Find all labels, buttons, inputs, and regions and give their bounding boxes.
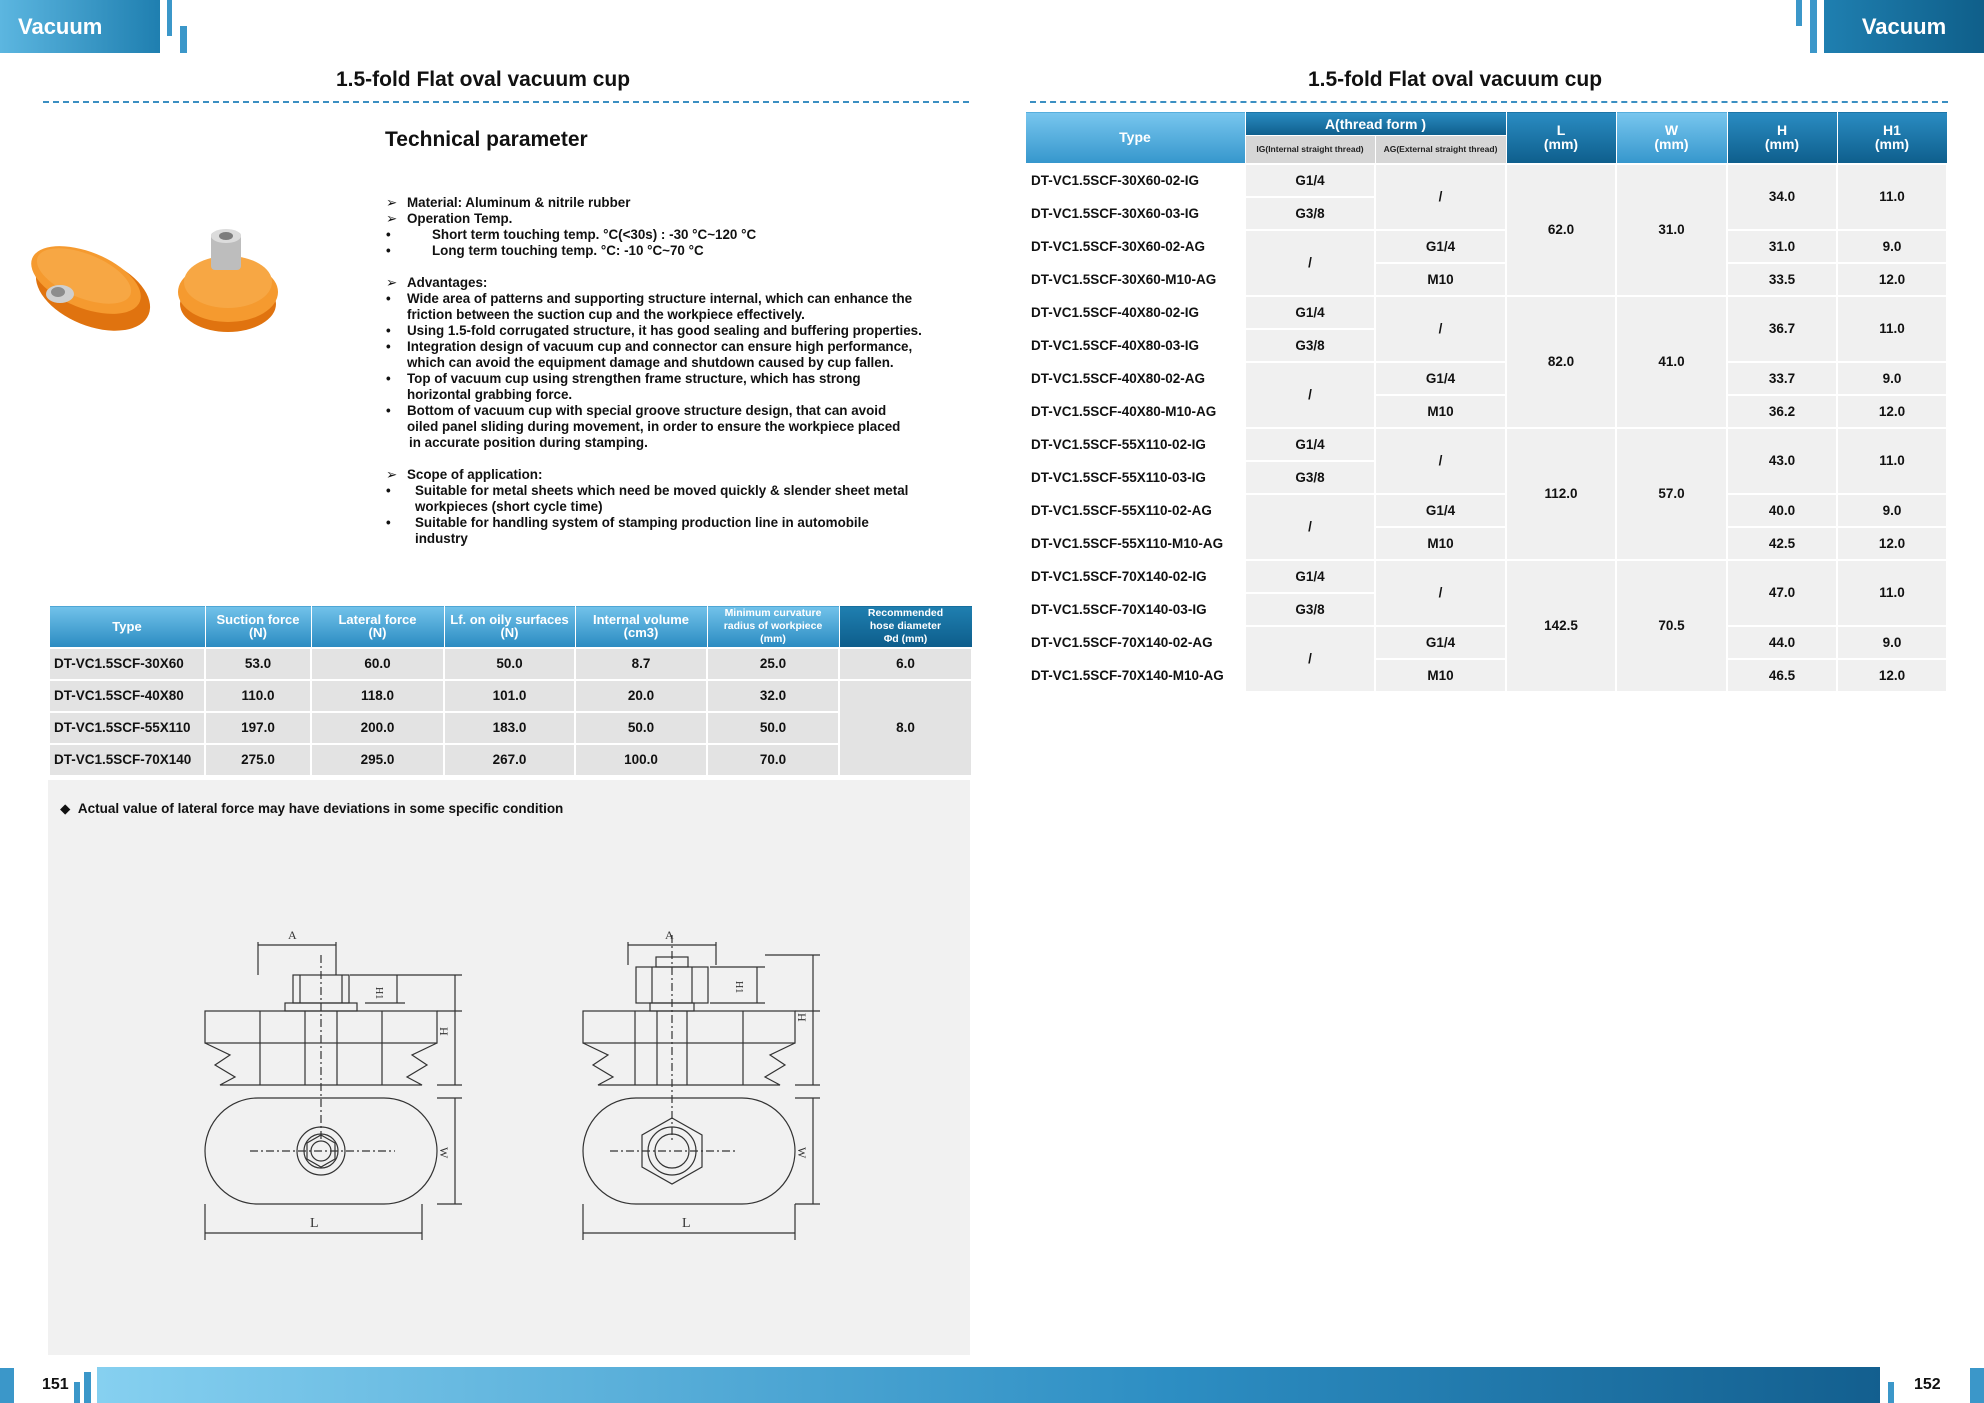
table-row bbox=[49, 744, 972, 776]
cell-type: DT-VC1.5SCF-55X110-02-AG bbox=[1025, 494, 1245, 527]
cell-h: 43.0 bbox=[1727, 428, 1837, 494]
parameter-text: Bottom of vacuum cup with special groove structure design, that can avoid bbox=[407, 403, 887, 418]
bullet-marker: • bbox=[386, 339, 391, 354]
cell-h: 33.7 bbox=[1727, 362, 1837, 395]
bullet-marker: • bbox=[386, 403, 391, 418]
bullet-marker: • bbox=[386, 291, 391, 306]
cell-suction: 110.0 bbox=[205, 680, 311, 712]
footer-accent-bar bbox=[84, 1372, 91, 1403]
cell-h1: 11.0 bbox=[1837, 428, 1947, 494]
vacuum-cup-image bbox=[22, 232, 162, 340]
col-h1: H1 (mm) bbox=[1837, 112, 1947, 164]
cell-ig: G1/4 bbox=[1245, 560, 1375, 593]
parameter-text: in accurate position during stamping. bbox=[409, 435, 648, 450]
page-number-left: 151 bbox=[42, 1376, 69, 1393]
cell-radius: 32.0 bbox=[707, 680, 839, 712]
cell-l: 62.0 bbox=[1506, 164, 1616, 296]
table-row bbox=[49, 712, 972, 744]
cell-type: DT-VC1.5SCF-55X110 bbox=[49, 712, 205, 744]
cell-lateral: 60.0 bbox=[311, 648, 444, 680]
parameter-text: workpieces (short cycle time) bbox=[415, 499, 603, 514]
parameter-text: Suitable for metal sheets which need be moved quickly & slender sheet metal bbox=[415, 483, 909, 498]
parameter-text: friction between the suction cup and the workpiece effectively. bbox=[407, 307, 805, 322]
col-suction-force: Suction force (N) bbox=[205, 606, 311, 648]
cell-type: DT-VC1.5SCF-30X60-02-AG bbox=[1025, 230, 1245, 263]
title-divider-right bbox=[1030, 101, 1948, 103]
table-row bbox=[1025, 659, 1947, 692]
cell-ag: G1/4 bbox=[1375, 230, 1506, 263]
cell-l: 82.0 bbox=[1506, 296, 1616, 428]
cell-oily: 101.0 bbox=[444, 680, 575, 712]
table-row bbox=[1025, 560, 1947, 593]
cell-radius: 25.0 bbox=[707, 648, 839, 680]
cell-h1: 9.0 bbox=[1837, 494, 1947, 527]
cell-h1: 11.0 bbox=[1837, 296, 1947, 362]
col-oily-surface: Lf. on oily surfaces (N) bbox=[444, 606, 575, 648]
drawing-ag-version bbox=[583, 928, 820, 1240]
cell-h1: 12.0 bbox=[1837, 263, 1947, 296]
parameter-text: Scope of application: bbox=[407, 467, 543, 482]
cell-h1: 11.0 bbox=[1837, 560, 1947, 626]
header-accent-bar bbox=[1810, 0, 1817, 53]
dim-label-w: W bbox=[437, 1147, 451, 1159]
parameter-text: Advantages: bbox=[407, 275, 488, 290]
cell-type: DT-VC1.5SCF-30X60 bbox=[49, 648, 205, 680]
cell-ig: G3/8 bbox=[1245, 461, 1375, 494]
cell-type: DT-VC1.5SCF-55X110-M10-AG bbox=[1025, 527, 1245, 560]
cell-h: 44.0 bbox=[1727, 626, 1837, 659]
footer-accent-bar bbox=[0, 1368, 14, 1403]
cell-suction: 53.0 bbox=[205, 648, 311, 680]
page-title-right: 1.5-fold Flat oval vacuum cup bbox=[1307, 68, 1603, 91]
cell-h: 33.5 bbox=[1727, 263, 1837, 296]
cell-type: DT-VC1.5SCF-55X110-03-IG bbox=[1025, 461, 1245, 494]
parameter-text: Wide area of patterns and supporting structure internal, which can enhance the bbox=[407, 291, 913, 306]
cell-suction: 275.0 bbox=[205, 744, 311, 776]
table-row bbox=[1025, 296, 1947, 329]
technical-drawing bbox=[190, 915, 870, 1245]
cell-h1: 12.0 bbox=[1837, 395, 1947, 428]
parameter-text: Material: Aluminum & nitrile rubber bbox=[407, 195, 631, 210]
footer-accent-bar bbox=[74, 1382, 80, 1403]
parameter-text: Long term touching temp. °C: -10 °C~70 °C bbox=[432, 243, 704, 258]
parameter-text: Operation Temp. bbox=[407, 211, 513, 226]
bullet-marker: ➢ bbox=[386, 467, 398, 482]
bullet-marker: ➢ bbox=[386, 275, 398, 290]
col-lateral-force: Lateral force (N) bbox=[311, 606, 444, 648]
table-row bbox=[1025, 263, 1947, 296]
footer-bar bbox=[97, 1367, 1880, 1403]
cell-h1: 9.0 bbox=[1837, 362, 1947, 395]
cell-l: 112.0 bbox=[1506, 428, 1616, 560]
cell-ig: / bbox=[1245, 494, 1375, 560]
parameter-text: industry bbox=[415, 531, 468, 546]
cell-ig: G3/8 bbox=[1245, 197, 1375, 230]
cell-h: 36.2 bbox=[1727, 395, 1837, 428]
cell-volume: 100.0 bbox=[575, 744, 707, 776]
table-row bbox=[1025, 428, 1947, 461]
dim-label-h1: H1 bbox=[373, 987, 384, 1000]
cell-h1: 12.0 bbox=[1837, 527, 1947, 560]
parameter-text: which can avoid the equipment damage and shutdown caused by cup fallen. bbox=[407, 355, 894, 370]
cell-h: 46.5 bbox=[1727, 659, 1837, 692]
cell-oily: 267.0 bbox=[444, 744, 575, 776]
cell-oily: 50.0 bbox=[444, 648, 575, 680]
bullet-marker: • bbox=[386, 483, 391, 498]
cell-h1: 11.0 bbox=[1837, 164, 1947, 230]
cell-ag: / bbox=[1375, 164, 1506, 230]
parameter-text: Using 1.5-fold corrugated structure, it has good sealing and buffering properties. bbox=[407, 323, 922, 338]
cell-type: DT-VC1.5SCF-55X110-02-IG bbox=[1025, 428, 1245, 461]
cell-ig: / bbox=[1245, 626, 1375, 692]
cell-type: DT-VC1.5SCF-70X140-03-IG bbox=[1025, 593, 1245, 626]
drawing-ig-version bbox=[205, 928, 462, 1240]
cell-h1: 12.0 bbox=[1837, 659, 1947, 692]
table-row bbox=[1025, 164, 1947, 197]
cell-oily: 183.0 bbox=[444, 712, 575, 744]
model-spec-table bbox=[1024, 111, 1948, 693]
title-divider-left bbox=[43, 101, 969, 103]
parameter-text: horizontal grabbing force. bbox=[407, 387, 573, 402]
performance-table bbox=[48, 605, 973, 777]
bullet-marker: • bbox=[386, 227, 391, 242]
cell-type: DT-VC1.5SCF-40X80-M10-AG bbox=[1025, 395, 1245, 428]
table-row bbox=[1025, 230, 1947, 263]
bullet-marker: • bbox=[386, 371, 391, 386]
cell-type: DT-VC1.5SCF-70X140-02-IG bbox=[1025, 560, 1245, 593]
tech-parameter-heading: Technical parameter bbox=[385, 128, 588, 151]
cell-volume: 20.0 bbox=[575, 680, 707, 712]
product-photo bbox=[18, 222, 288, 340]
col-internal-volume: Internal volume (cm3) bbox=[575, 606, 707, 648]
cell-ag: M10 bbox=[1375, 395, 1506, 428]
cell-h: 42.5 bbox=[1727, 527, 1837, 560]
cell-volume: 8.7 bbox=[575, 648, 707, 680]
cell-ig: G1/4 bbox=[1245, 296, 1375, 329]
cell-ig: / bbox=[1245, 362, 1375, 428]
cell-type: DT-VC1.5SCF-70X140-02-AG bbox=[1025, 626, 1245, 659]
bullet-marker: • bbox=[386, 515, 391, 530]
table-row bbox=[1025, 362, 1947, 395]
cell-hose: 6.0 bbox=[839, 648, 972, 680]
cell-ig: G3/8 bbox=[1245, 329, 1375, 362]
cell-h: 34.0 bbox=[1727, 164, 1837, 230]
cell-ag: G1/4 bbox=[1375, 626, 1506, 659]
cell-lateral: 200.0 bbox=[311, 712, 444, 744]
cell-w: 70.5 bbox=[1616, 560, 1727, 692]
cell-type: DT-VC1.5SCF-70X140 bbox=[49, 744, 205, 776]
cell-ag: M10 bbox=[1375, 659, 1506, 692]
cell-type: DT-VC1.5SCF-40X80-02-IG bbox=[1025, 296, 1245, 329]
cell-type: DT-VC1.5SCF-40X80-03-IG bbox=[1025, 329, 1245, 362]
section-tag-left: Vacuum cup bbox=[0, 0, 160, 53]
cell-ag: / bbox=[1375, 560, 1506, 626]
parameter-text: Integration design of vacuum cup and connector can ensure high performance, bbox=[407, 339, 913, 354]
table-row bbox=[1025, 494, 1947, 527]
cell-ig: / bbox=[1245, 230, 1375, 296]
dim-label-w: W bbox=[795, 1147, 809, 1159]
parameter-text: Short term touching temp. °C(<30s) : -30 °C~120 °C bbox=[432, 227, 757, 242]
parameter-text: Top of vacuum cup using strengthen frame structure, which has strong bbox=[407, 371, 861, 386]
dim-label-h: H bbox=[795, 1013, 809, 1022]
bullet-marker: ➢ bbox=[386, 211, 398, 226]
dim-label-a: A bbox=[288, 928, 297, 942]
col-type: Type bbox=[1025, 112, 1245, 164]
col-ig: IG(Internal straight thread) bbox=[1245, 136, 1375, 164]
bullet-marker: • bbox=[386, 323, 391, 338]
cell-type: DT-VC1.5SCF-30X60-02-IG bbox=[1025, 164, 1245, 197]
vacuum-cup-image bbox=[178, 229, 278, 332]
col-h: H (mm) bbox=[1727, 112, 1837, 164]
cell-suction: 197.0 bbox=[205, 712, 311, 744]
cell-ag: M10 bbox=[1375, 527, 1506, 560]
cell-type: DT-VC1.5SCF-30X60-M10-AG bbox=[1025, 263, 1245, 296]
col-w: W (mm) bbox=[1616, 112, 1727, 164]
header-accent-bar bbox=[167, 0, 172, 36]
col-l: L (mm) bbox=[1506, 112, 1616, 164]
table-row bbox=[1025, 395, 1947, 428]
header-accent-bar bbox=[180, 26, 187, 53]
cell-h: 36.7 bbox=[1727, 296, 1837, 362]
cell-w: 31.0 bbox=[1616, 164, 1727, 296]
cell-radius: 70.0 bbox=[707, 744, 839, 776]
cell-ag: / bbox=[1375, 428, 1506, 494]
table-row bbox=[49, 680, 972, 712]
cell-type: DT-VC1.5SCF-30X60-03-IG bbox=[1025, 197, 1245, 230]
cell-w: 57.0 bbox=[1616, 428, 1727, 560]
col-ag: AG(External straight thread) bbox=[1375, 136, 1506, 164]
col-thread-form: A(thread form ) bbox=[1245, 112, 1506, 136]
footer-accent-bar bbox=[1970, 1368, 1984, 1403]
cell-w: 41.0 bbox=[1616, 296, 1727, 428]
table-row bbox=[1025, 626, 1947, 659]
header-accent-bar bbox=[1796, 0, 1802, 26]
page-number-right: 152 bbox=[1914, 1376, 1941, 1393]
cell-h: 47.0 bbox=[1727, 560, 1837, 626]
bullet-marker: • bbox=[386, 243, 391, 258]
cell-ig: G3/8 bbox=[1245, 593, 1375, 626]
cell-l: 142.5 bbox=[1506, 560, 1616, 692]
cell-lateral: 295.0 bbox=[311, 744, 444, 776]
table-row bbox=[49, 648, 972, 680]
dim-label-h: H bbox=[437, 1027, 451, 1036]
dim-label-l: L bbox=[310, 1216, 319, 1231]
cell-type: DT-VC1.5SCF-40X80 bbox=[49, 680, 205, 712]
cell-radius: 50.0 bbox=[707, 712, 839, 744]
note-marker: ◆ bbox=[60, 801, 71, 816]
parameter-text: oiled panel sliding during movement, in order to ensure the workpiece placed bbox=[407, 419, 901, 434]
cell-hose: 8.0 bbox=[839, 680, 972, 776]
cell-h: 31.0 bbox=[1727, 230, 1837, 263]
cell-h1: 9.0 bbox=[1837, 626, 1947, 659]
cell-ig: G1/4 bbox=[1245, 164, 1375, 197]
cell-ig: G1/4 bbox=[1245, 428, 1375, 461]
cell-h: 40.0 bbox=[1727, 494, 1837, 527]
cell-type: DT-VC1.5SCF-70X140-M10-AG bbox=[1025, 659, 1245, 692]
page-title-left: 1.5-fold Flat oval vacuum cup bbox=[335, 68, 631, 91]
section-tag-right: Vacuum cup bbox=[1824, 0, 1984, 53]
footer-accent-bar bbox=[1888, 1382, 1894, 1403]
dim-label-a: A bbox=[665, 928, 674, 942]
cell-type: DT-VC1.5SCF-40X80-02-AG bbox=[1025, 362, 1245, 395]
cell-ag: G1/4 bbox=[1375, 494, 1506, 527]
table-row bbox=[1025, 527, 1947, 560]
parameter-text: Suitable for handling system of stamping production line in automobile bbox=[415, 515, 869, 530]
lateral-force-note: ◆ Actual value of lateral force may have deviations in some specific condition bbox=[60, 801, 564, 816]
dim-label-h1: H1 bbox=[733, 981, 744, 994]
cell-ag: G1/4 bbox=[1375, 362, 1506, 395]
col-min-curvature: Minimum curvature radius of workpiece (mm) bbox=[707, 606, 839, 648]
col-hose-diameter: Recommended hose diameter Φd (mm) bbox=[839, 606, 972, 648]
bullet-marker: ➢ bbox=[386, 195, 398, 210]
cell-volume: 50.0 bbox=[575, 712, 707, 744]
cell-lateral: 118.0 bbox=[311, 680, 444, 712]
dim-label-l: L bbox=[682, 1216, 691, 1231]
col-type: Type bbox=[49, 606, 205, 648]
cell-ag: M10 bbox=[1375, 263, 1506, 296]
cell-ag: / bbox=[1375, 296, 1506, 362]
cell-h1: 9.0 bbox=[1837, 230, 1947, 263]
